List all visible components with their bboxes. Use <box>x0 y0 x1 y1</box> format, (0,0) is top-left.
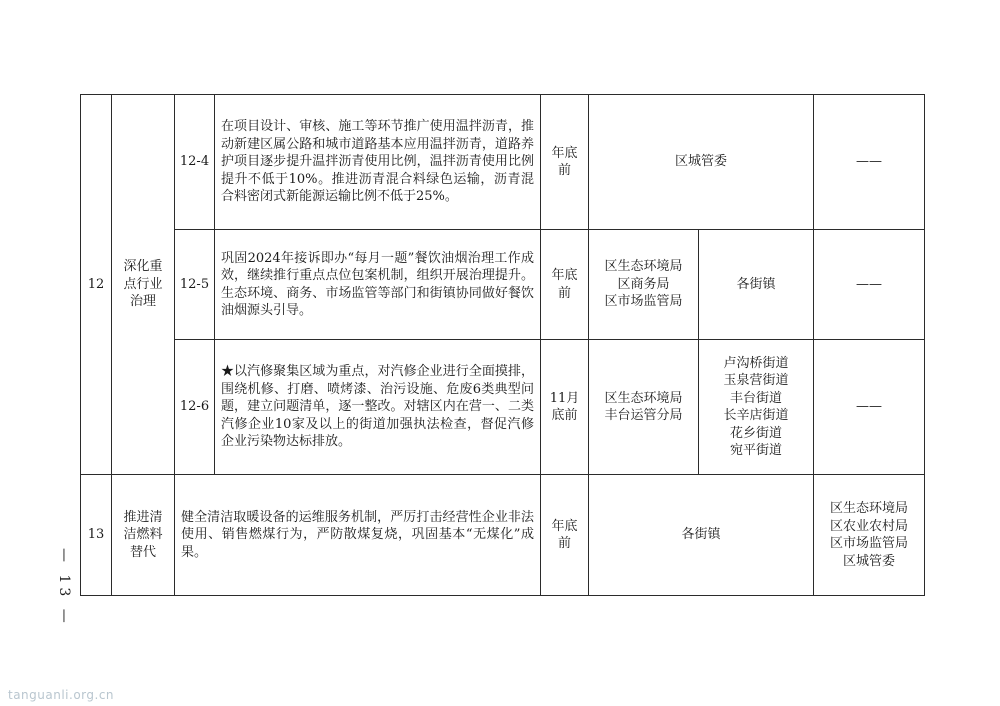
lead-unit-line: 区生态环境局 <box>604 259 683 275</box>
item-code: 12-4 <box>175 95 215 230</box>
group-number: 12 <box>81 95 112 475</box>
cooperate-unit: —— <box>814 230 925 340</box>
street-name: 丰台街道 <box>730 390 783 406</box>
street-name: 宛平街道 <box>730 443 783 458</box>
item-content: 在项目设计、审核、施工等环节推广使用温拌沥青，推动新建区属公路和城市道路基本应用温拌沥青，道路养护项目逐步提升温拌沥青使用比例，温拌沥青使用比例提升不低于10%。推进沥青混合料绿色运输，沥青混合料密闭式新能源运输比例不低于25%。 <box>215 95 541 230</box>
item-deadline: 年底前 <box>541 475 589 596</box>
group-name: 深化重点行业治理 <box>112 95 175 475</box>
page-number: — 13 — <box>56 548 72 627</box>
table-row <box>81 340 925 475</box>
lead-unit-secondary: 各街镇 <box>699 230 814 340</box>
task-table <box>80 94 925 596</box>
cooperate-unit-line: 区生态环境局 <box>830 501 909 516</box>
street-name: 玉泉营街道 <box>723 373 789 388</box>
item-deadline: 年底前 <box>541 95 589 230</box>
street-name: 长辛店街道 <box>723 408 789 423</box>
item-deadline: 年底前 <box>541 230 589 340</box>
cooperate-unit-line: 区市场监管局 <box>830 536 909 551</box>
cooperate-unit: —— <box>814 340 925 475</box>
cooperate-unit-line: 区城管委 <box>843 553 896 569</box>
watermark: tanguanli.org.cn <box>8 688 115 702</box>
item-deadline: 11月底前 <box>541 340 589 475</box>
group-number: 13 <box>81 475 112 596</box>
lead-unit <box>589 230 699 340</box>
street-name: 卢沟桥街道 <box>723 355 789 371</box>
item-content: ★以汽修聚集区域为重点，对汽修企业进行全面摸排，围绕机修、打磨、喷烤漆、治污设施、危废6类典型问题，建立问题清单，逐一整改。对辖区内在营一、二类汽修企业10家及以上的街道加强执法检查，督促汽修企业污染物达标排放。 <box>215 340 541 475</box>
cooperate-unit: —— <box>814 95 925 230</box>
lead-unit-line: 区商务局 <box>617 276 670 292</box>
lead-unit: 各街镇 <box>589 475 814 596</box>
cooperate-unit-line: 区农业农村局 <box>830 518 909 534</box>
item-content: 健全清洁取暖设备的运维服务机制，严厉打击经营性企业非法使用、销售燃煤行为，严防散煤复烧，巩固基本“无煤化”成果。 <box>175 475 541 596</box>
cooperate-unit <box>814 475 925 596</box>
item-code: 12-6 <box>175 340 215 475</box>
lead-unit-line: 区市场监管局 <box>604 294 683 310</box>
lead-unit-line: 区生态环境局 <box>604 390 683 406</box>
item-content: 巩固2024年接诉即办“每月一题”餐饮油烟治理工作成效，继续推行重点点位包案机制，组织开展治理提升。生态环境、商务、市场监管等部门和街镇协同做好餐饮油烟源头引导。 <box>215 230 541 340</box>
table-row <box>81 230 925 340</box>
table-row <box>81 95 925 230</box>
street-name: 花乡街道 <box>730 425 783 441</box>
lead-unit-secondary <box>699 340 814 475</box>
group-name: 推进清洁燃料替代 <box>112 475 175 596</box>
lead-unit: 区城管委 <box>589 95 814 230</box>
item-code: 12-5 <box>175 230 215 340</box>
lead-unit <box>589 340 699 475</box>
lead-unit-line: 丰台运管分局 <box>604 408 683 423</box>
table-row <box>81 475 925 596</box>
